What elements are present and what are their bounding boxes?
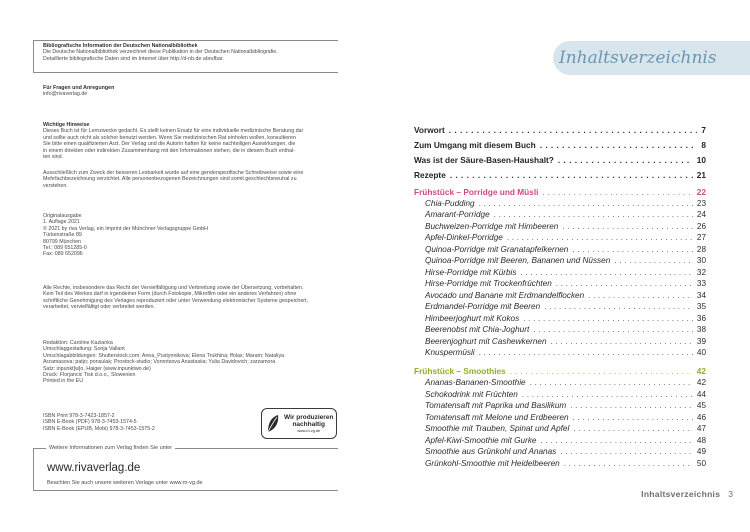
toc-recipe-entry[interactable] bbox=[425, 337, 706, 346]
toc-entry-page: 7 bbox=[701, 125, 706, 135]
toc-recipe-label: Grünkohl-Smoothie mit Heidelbeeren bbox=[425, 458, 560, 468]
leaf-icon bbox=[266, 414, 280, 434]
leader-dots bbox=[573, 424, 693, 433]
toc-recipe-page: 39 bbox=[696, 336, 706, 346]
isbn-epub: ISBN E-Book (EPUB, Mobi) 978-3-7453-1575-2 bbox=[43, 425, 155, 432]
toc-recipe-page: 30 bbox=[696, 256, 706, 265]
leader-dots bbox=[573, 413, 693, 422]
credit-line: Satz: inpunkt[w]o, Haiger (www.inpunktwo.de) bbox=[43, 365, 151, 372]
leader-dots bbox=[556, 279, 693, 288]
toc-entry[interactable] bbox=[414, 170, 706, 180]
badge-url: www.m-vg.de bbox=[297, 428, 321, 433]
toc-recipe-entry[interactable] bbox=[425, 459, 706, 468]
toc-recipe-label: Knuspermüsli bbox=[425, 348, 475, 357]
isbn-print: ISBN Print 978-3-7423-1857-2 bbox=[43, 413, 115, 419]
toc-recipe-page: 27 bbox=[696, 233, 706, 242]
leader-dots bbox=[551, 337, 693, 346]
leader-dots bbox=[479, 348, 693, 357]
isbn-pdf: ISBN E-Book (PDF) 978-3-7453-1574-5 bbox=[43, 419, 137, 426]
toc-title: Inhaltsverzeichnis bbox=[559, 48, 717, 68]
toc-recipe-page: 50 bbox=[696, 458, 706, 468]
publisher-block bbox=[43, 213, 343, 258]
toc-recipe-page: 48 bbox=[696, 435, 706, 445]
toc-recipe-label: Apfel-Kiwi-Smoothie mit Gurke bbox=[425, 435, 537, 445]
toc-recipe-entry[interactable] bbox=[425, 424, 706, 433]
toc-entry-page: 8 bbox=[701, 140, 706, 150]
toc-recipe-page: 42 bbox=[696, 378, 706, 387]
toc-recipe-page: 23 bbox=[696, 198, 706, 208]
phone: Tel.: 089 651285-0 bbox=[43, 245, 87, 252]
toc-recipe-page: 36 bbox=[696, 313, 706, 323]
toc-chapter-page: 22 bbox=[696, 187, 706, 197]
toc-recipe-entry[interactable] bbox=[425, 302, 706, 311]
toc-recipe-label: Schokodrink mit Früchten bbox=[425, 389, 518, 399]
notice-text: Dieses Buch ist für Lernzwecke gedacht. Es stellt keinen Ersatz für eine individuelle medizinische Beratung dar bbox=[43, 128, 304, 135]
toc-recipe-page: 46 bbox=[696, 412, 706, 422]
leader-dots bbox=[507, 233, 693, 242]
toc-recipe-label: Beerenobst mit Chia-Joghurt bbox=[425, 325, 530, 334]
leader-dots bbox=[510, 366, 693, 376]
toc-recipe-entry[interactable] bbox=[425, 436, 706, 445]
gender-block bbox=[43, 170, 343, 189]
toc-recipe-page: 24 bbox=[696, 210, 706, 219]
biblio-block bbox=[43, 43, 343, 62]
toc-entry-label: Vorwort bbox=[414, 125, 445, 135]
credit-line: Umschlaggestaltung: Sonja Vallant bbox=[43, 346, 125, 353]
toc-recipe-page: 49 bbox=[696, 447, 706, 456]
original-edition: Originalausgabe bbox=[43, 213, 82, 219]
toc-recipe-entry[interactable] bbox=[425, 291, 706, 300]
website-link[interactable]: www.rivaverlag.de bbox=[47, 462, 141, 474]
toc-recipe-label: Avocado und Banane mit Erdmandelflocken bbox=[425, 290, 585, 300]
credits-block bbox=[43, 340, 343, 385]
toc-entry[interactable] bbox=[414, 125, 706, 135]
toc-entry-page: 21 bbox=[696, 170, 706, 180]
questions-block bbox=[43, 85, 343, 98]
leader-dots bbox=[560, 447, 693, 456]
toc-recipe-label: Tomatensaft mit Paprika und Basilikum bbox=[425, 401, 567, 410]
toc-entry[interactable] bbox=[414, 155, 706, 165]
toc-chapter-heading[interactable] bbox=[414, 187, 706, 197]
leader-dots bbox=[494, 210, 693, 219]
toc-recipe-page: 47 bbox=[696, 424, 706, 433]
toc-recipe-label: Smoothie mit Trauben, Spinat und Apfel bbox=[425, 424, 570, 433]
toc-recipe-page: 32 bbox=[696, 267, 706, 277]
toc-recipe-entry[interactable] bbox=[425, 401, 706, 410]
toc-recipe-label: Erdmandel-Porridge mit Beeren bbox=[425, 302, 541, 311]
badge-line: nachhaltig bbox=[292, 421, 325, 428]
toc-recipe-entry[interactable] bbox=[425, 222, 706, 231]
gender-text: verstehen. bbox=[43, 182, 68, 189]
toc-recipe-label: Quinoa-Porridge mit Beeren, Bananen und Nüssen bbox=[425, 256, 611, 265]
leader-dots bbox=[572, 245, 693, 254]
toc-recipe-entry[interactable] bbox=[425, 245, 706, 254]
toc-recipe-page: 38 bbox=[696, 325, 706, 334]
toc-entry-label: Was ist der Säure-Basen-Haushalt? bbox=[414, 155, 554, 165]
notice-text: ten sind. bbox=[43, 154, 64, 161]
toc-recipe-label: Chia-Pudding bbox=[425, 198, 475, 208]
toc-recipe-entry[interactable] bbox=[425, 233, 706, 242]
toc-chapter-label: Frühstück – Porridge und Müsli bbox=[414, 187, 539, 197]
toc-entry-label: Rezepte bbox=[414, 170, 446, 180]
toc-recipe-page: 44 bbox=[696, 389, 706, 399]
leader-dots bbox=[540, 140, 698, 150]
toc-recipe-page: 40 bbox=[696, 348, 706, 357]
city: 80799 München bbox=[43, 238, 81, 245]
toc-recipe-entry[interactable] bbox=[425, 199, 706, 208]
rights-block bbox=[43, 285, 343, 311]
footer-title: Inhaltsverzeichnis bbox=[641, 489, 721, 499]
edition: 1. Auflage 2021 bbox=[43, 219, 80, 226]
toc-recipe-page: 35 bbox=[696, 302, 706, 311]
toc-recipe-label: Apfel-Dinkel-Porridge bbox=[425, 233, 503, 242]
badge-line: Wir produzieren bbox=[284, 413, 334, 421]
leader-dots bbox=[450, 170, 693, 180]
street: Türkenstraße 89 bbox=[43, 232, 82, 239]
leader-dots bbox=[558, 155, 693, 165]
toc-entry-label: Zum Umgang mit diesem Buch bbox=[414, 140, 536, 150]
website-caption: Weitere Informationen zum Verlag finden Sie unter bbox=[46, 445, 175, 451]
notice-text: in einem direkten oder indirekten Zusammenhang mit den Informationen stehen, die in diesem Buch enthal- bbox=[43, 147, 296, 154]
toc-recipe-entry[interactable] bbox=[425, 447, 706, 456]
toc-entry-page: 10 bbox=[696, 155, 706, 165]
credit-line: Printed in the EU bbox=[43, 378, 84, 385]
biblio-title: Bibliografische Information der Deutschen Nationalbibliothek bbox=[43, 43, 198, 49]
toc-recipe-label: Ananas-Bananen-Smoothie bbox=[425, 378, 526, 387]
toc-recipe-entry[interactable] bbox=[425, 325, 706, 334]
toc-title-banner bbox=[553, 41, 750, 75]
notice-title: Wichtige Hinweise bbox=[43, 122, 90, 128]
leader-dots bbox=[542, 187, 692, 197]
credit-line: Druck: Florjancic Tisk d.o.o., Slowenien bbox=[43, 372, 136, 379]
toc-recipe-label: Hirse-Porridge mit Trockenfrüchten bbox=[425, 279, 552, 288]
credit-line: Umschlagabbildungen: Shutterstock.com: Anna_Pustynnikova; Elena Trukhina; ffolas; Maram; Nataliya bbox=[43, 352, 285, 359]
toc-recipe-page: 28 bbox=[696, 244, 706, 254]
toc-recipe-label: Amarant-Porridge bbox=[425, 210, 490, 219]
website-note: Beachten Sie auch unsere weiteren Verlage unter www.m-vg.de bbox=[47, 480, 203, 486]
toc-recipe-entry[interactable] bbox=[425, 210, 706, 219]
leader-dots bbox=[479, 199, 693, 208]
toc-recipe-page: 45 bbox=[696, 401, 706, 410]
toc-recipe-label: Beerenjoghurt mit Cashewkernen bbox=[425, 336, 547, 346]
toc-recipe-label: Tomatensaft mit Melone und Erdbeeren bbox=[425, 412, 569, 422]
toc-recipe-page: 26 bbox=[696, 221, 706, 231]
leader-dots bbox=[522, 390, 693, 399]
rights-text: verarbeitet, vervielfältigt oder verbreitet werden. bbox=[43, 304, 155, 311]
toc-recipe-entry[interactable] bbox=[425, 256, 706, 265]
leader-dots bbox=[533, 325, 693, 334]
leader-dots bbox=[614, 256, 693, 265]
credit-line: Arzamasova; patjo; ponsulak; Prostock-studio; Vorontsova Anastasiia; Yulia Davidovich; zarzamora bbox=[43, 359, 276, 366]
questions-title: Für Fragen und Anregungen bbox=[43, 85, 115, 91]
toc-recipe-label: Hirse-Porridge mit Kürbis bbox=[425, 267, 517, 277]
leader-dots bbox=[530, 378, 693, 387]
toc-recipe-label: Himbeerjoghurt mit Kokos bbox=[425, 313, 520, 323]
leader-dots bbox=[449, 125, 698, 135]
leader-dots bbox=[564, 459, 693, 468]
leader-dots bbox=[562, 222, 693, 231]
leader-dots bbox=[544, 302, 693, 311]
page-footer bbox=[641, 489, 733, 499]
toc-recipe-entry[interactable] bbox=[425, 314, 706, 323]
toc-recipe-entry[interactable] bbox=[425, 348, 706, 357]
toc-recipe-label: Quinoa-Porridge mit Granatapfelkernen bbox=[425, 244, 569, 254]
fax: Fax: 089 652096 bbox=[43, 251, 83, 258]
toc-recipe-label: Smoothie aus Grünkohl und Ananas bbox=[425, 447, 557, 456]
toc-recipe-entry[interactable] bbox=[425, 413, 706, 422]
toc-chapter-page: 42 bbox=[696, 366, 706, 376]
toc-recipe-label: Buchweizen-Porridge mit Himbeeren bbox=[425, 221, 559, 231]
rights-text: schriftliche Genehmigung des Verlages reproduziert oder unter Verwendung elektronischer Systeme gespeichert, bbox=[43, 297, 308, 304]
gender-text: Ausschließlich zum Zweck der besseren Lesbarkeit wurde auf eine genderspezifische Schreibweise sowie eine bbox=[43, 170, 304, 176]
toc-entry[interactable] bbox=[414, 140, 706, 150]
toc-recipe-page: 33 bbox=[696, 279, 706, 288]
toc-page bbox=[375, 0, 750, 532]
toc-recipe-entry[interactable] bbox=[425, 268, 706, 277]
leader-dots bbox=[523, 314, 693, 323]
toc-recipe-entry[interactable] bbox=[425, 390, 706, 399]
credit-line: Redaktion: Caroline Kazianka bbox=[43, 340, 113, 346]
leader-dots bbox=[570, 401, 693, 410]
website-box bbox=[33, 445, 338, 491]
rights-text: Kein Teil des Werkes darf in irgendeiner Form (durch Fotokopie, Mikrofilm oder ein anderes Verfahren) ohne bbox=[43, 291, 297, 298]
leader-dots bbox=[540, 436, 692, 445]
badge-text bbox=[284, 414, 333, 434]
notice-block bbox=[43, 122, 343, 160]
rights-text: Alle Rechte, insbesondere das Recht der Vervielfältigung und Verbreitung sowie der Übersetzung, vorbehalten. bbox=[43, 285, 304, 291]
questions-email: info@rivaverlag.de bbox=[43, 91, 88, 98]
gender-text: Mehrfachbezeichnung verzichtet. Alle personenbezogenen Bezeichnungen sind somit geschlechtsneutral zu bbox=[43, 176, 297, 183]
leader-dots bbox=[520, 268, 692, 277]
copyright: © 2021 by riva Verlag, ein Imprint der Münchner Verlagsgruppe GmbH bbox=[43, 225, 208, 232]
toc-recipe-entry[interactable] bbox=[425, 279, 706, 288]
leader-dots bbox=[588, 291, 693, 300]
sustainability-badge bbox=[261, 408, 337, 439]
notice-text: und sollte auch nicht als solcher benutzt werden. Wenn Sie medizinischen Rat einholen wollen, konsultieren bbox=[43, 134, 296, 141]
toc-recipe-page: 34 bbox=[696, 290, 706, 300]
biblio-text: Detaillierte bibliografische Daten sind im Internet über http://d-nb.de abrufbar. bbox=[43, 55, 224, 62]
toc-recipe-entry[interactable] bbox=[425, 378, 706, 387]
biblio-text: Die Deutsche Nationalbibliothek verzeichnet diese Publikation in der Deutschen Nationalbibliografie. bbox=[43, 49, 278, 56]
toc-chapter-heading[interactable] bbox=[414, 366, 706, 376]
page-number: 3 bbox=[728, 489, 733, 499]
notice-text: Sie bitte einen qualifizierten Arzt. Der Verlag und die Autorin haften für keine nachteiligen Auswirkungen, die bbox=[43, 141, 296, 148]
toc-chapter-label: Frühstück – Smoothies bbox=[414, 366, 506, 376]
